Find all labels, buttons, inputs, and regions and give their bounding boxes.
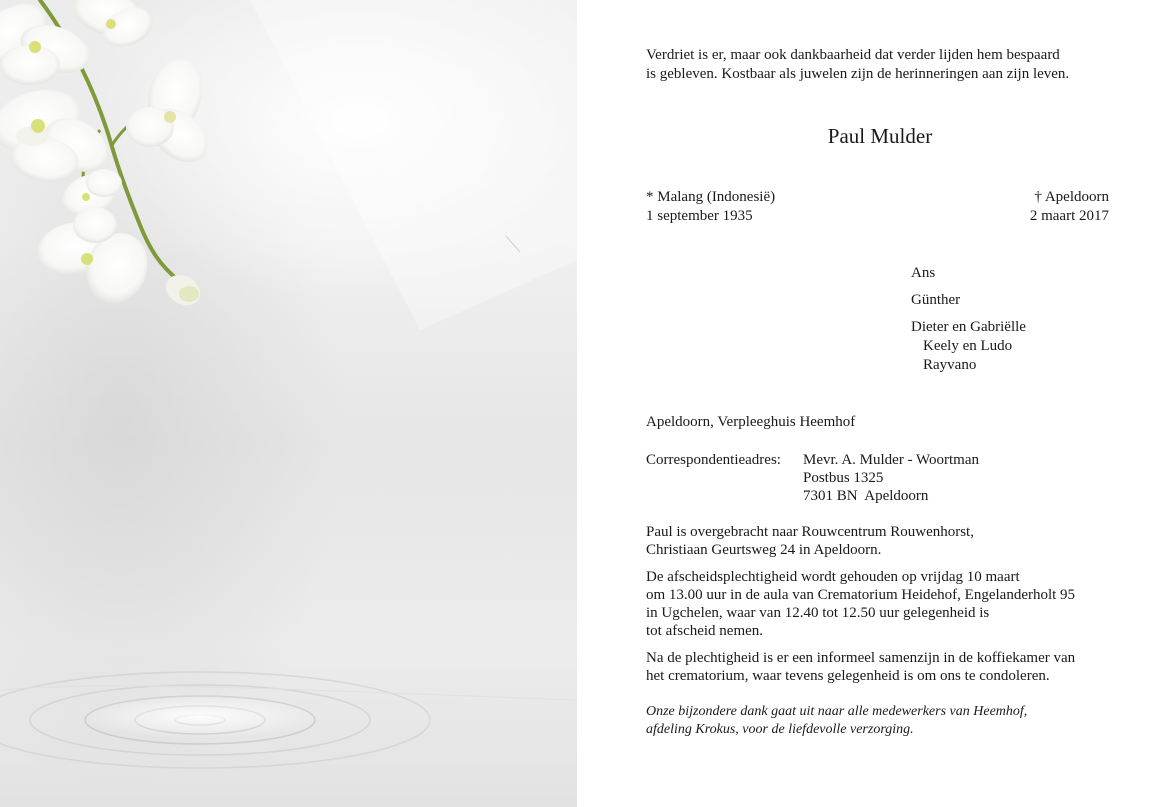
family-grandchild-2: Rayvano: [923, 357, 977, 373]
correspondence-line-3: 7301 BN Apeldoorn: [803, 488, 929, 504]
correspondence-line-1: Mevr. A. Mulder - Woortman: [803, 452, 979, 468]
announcement-text-panel: [577, 0, 1165, 807]
family-child-2: Dieter en Gabriëlle: [911, 319, 1026, 335]
transfer-line-2: Christiaan Geurtsweg 24 in Apeldoorn.: [646, 542, 882, 558]
birth-place: * Malang (Indonesië): [646, 189, 776, 205]
thanks-line-1: Onze bijzondere dank gaat uit naar alle medewerkers van Heemhof,: [646, 704, 1028, 719]
gathering-line-1: Na de plechtigheid is er een informeel samenzijn in de koffiekamer van: [646, 650, 1076, 666]
ceremony-line-2: om 13.00 uur in de aula van Crematorium Heidehof, Engelanderholt 95: [646, 587, 1076, 603]
family-grandchild-1: Keely en Ludo: [923, 338, 1013, 354]
family-spouse: Ans: [911, 265, 936, 281]
thanks-line-2: afdeling Krokus, voor de liefdevolle verzorging.: [646, 722, 914, 737]
orchid-photo: [0, 0, 577, 807]
orchid-flowers-icon: [0, 0, 218, 312]
intro-line-2: is gebleven. Kostbaar als juwelen zijn de herinneringen aan zijn leven.: [646, 66, 1070, 82]
birth-date: 1 september 1935: [646, 208, 753, 224]
gathering-line-2: het crematorium, waar tevens gelegenheid is om ons te condoleren.: [646, 668, 1050, 684]
orchid-photo-panel: [0, 0, 577, 807]
death-place: † Apeldoorn: [1034, 189, 1109, 205]
transfer-line-1: Paul is overgebracht naar Rouwcentrum Rouwenhorst,: [646, 524, 974, 540]
place-of-death: Apeldoorn, Verpleeghuis Heemhof: [646, 414, 856, 430]
ceremony-line-1: De afscheidsplechtigheid wordt gehouden op vrijdag 10 maart: [646, 569, 1020, 585]
deceased-name: Paul Mulder: [827, 124, 933, 148]
correspondence-line-2: Postbus 1325: [803, 470, 884, 486]
family-child-1: Günther: [911, 292, 961, 308]
death-date: 2 maart 2017: [1029, 208, 1109, 224]
water-ripple-icon: [0, 672, 577, 768]
ceremony-line-3: in Ugchelen, waar van 12.40 tot 12.50 uur gelegenheid is: [646, 605, 990, 621]
intro-line-1: Verdriet is er, maar ook dankbaarheid dat verder lijden hem bespaard: [646, 47, 1060, 63]
correspondence-label: Correspondentieadres:: [646, 452, 781, 468]
ceremony-line-4: tot afscheid nemen.: [646, 623, 764, 639]
